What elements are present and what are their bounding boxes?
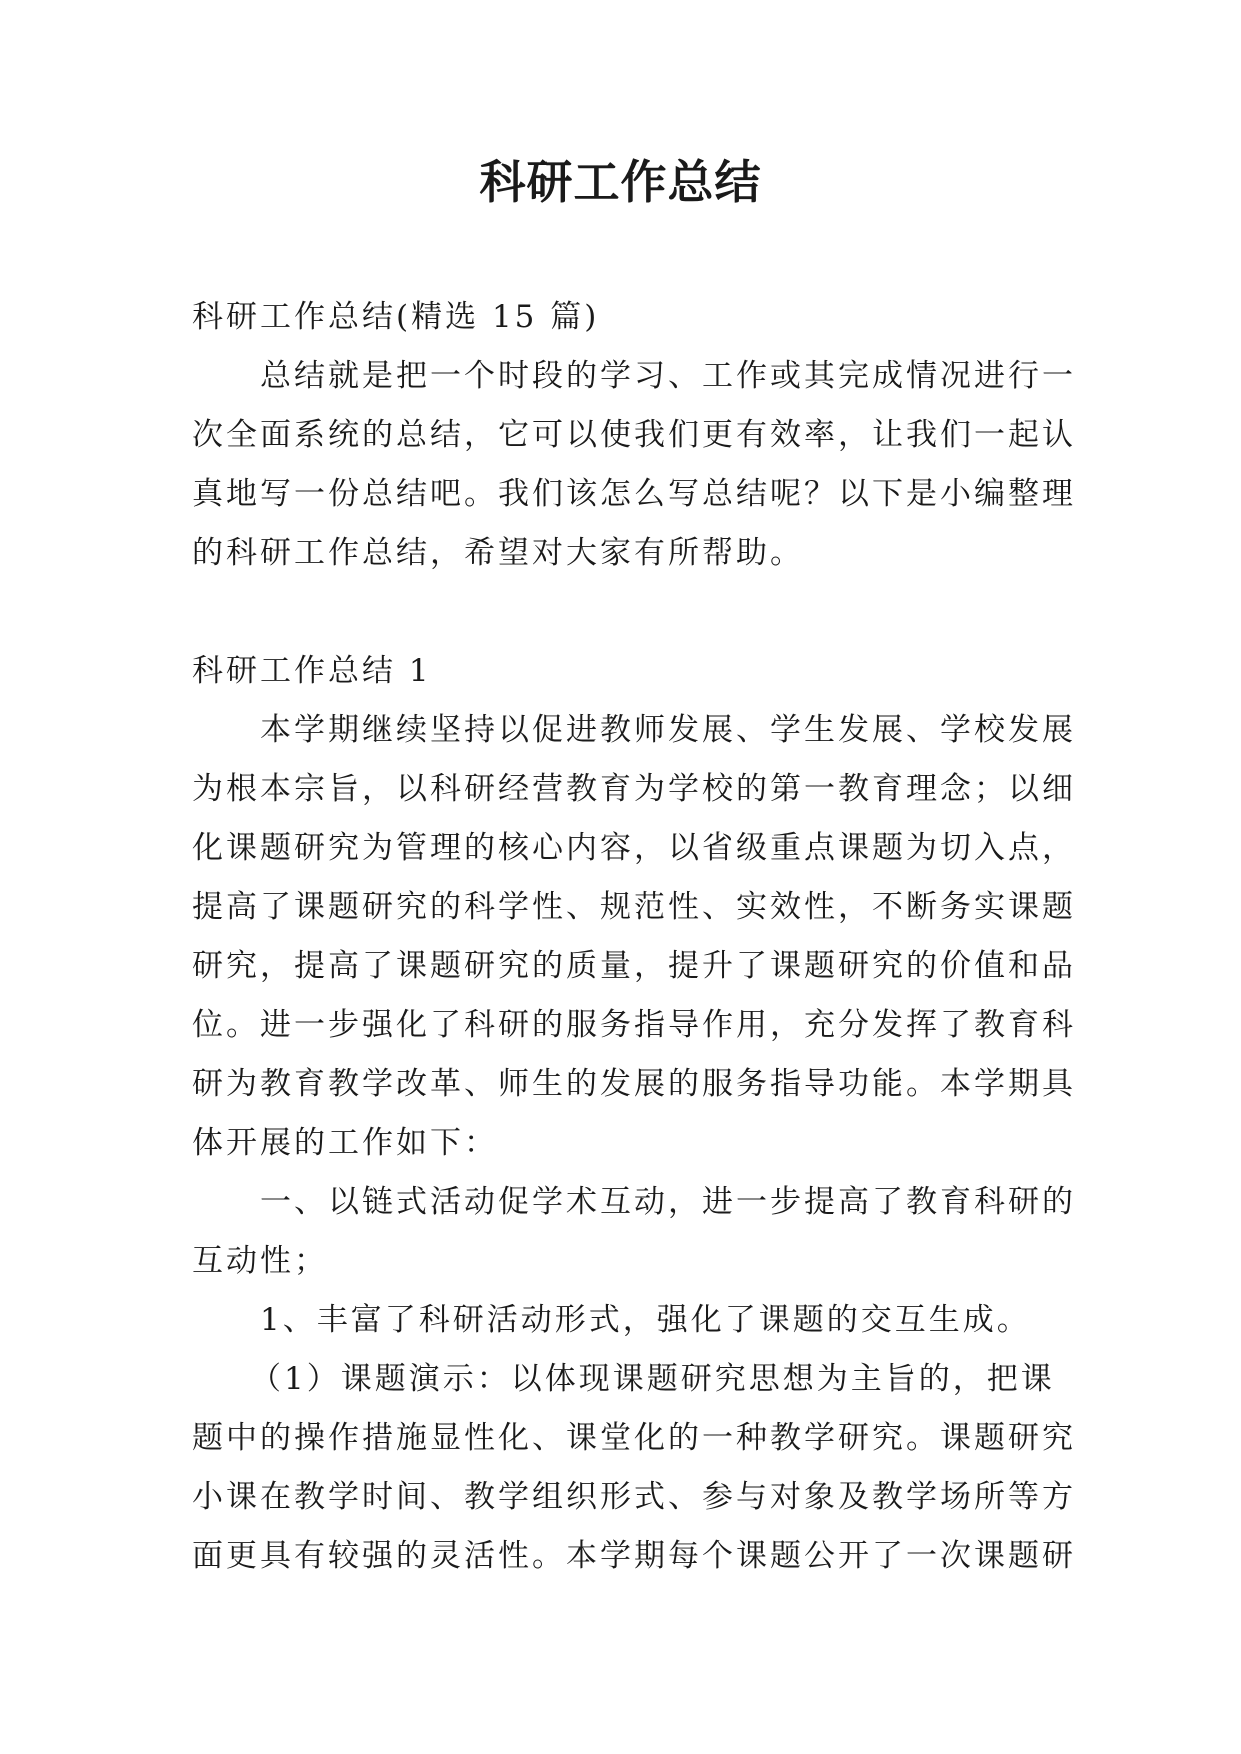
text-line: 提高了课题研究的科学性、规范性、实效性，不断务实课题 [192, 889, 1076, 925]
text-line: 本学期继续坚持以促进教师发展、学生发展、学校发展 [260, 712, 1076, 748]
text-line: 位。进一步强化了科研的服务指导作用，充分发挥了教育科 [192, 1007, 1076, 1043]
text-line: 总结就是把一个时段的学习、工作或其完成情况进行一 [260, 358, 1076, 394]
text-line: 化课题研究为管理的核心内容，以省级重点课题为切入点， [192, 830, 1076, 866]
text-line: （1）课题演示：以体现课题研究思想为主旨的，把课 [250, 1361, 1055, 1397]
text-line: 的科研工作总结，希望对大家有所帮助。 [192, 535, 804, 571]
text-line: 科研工作总结(精选 15 篇) [192, 299, 600, 335]
text-line: 1、丰富了科研活动形式，强化了课题的交互生成。 [260, 1302, 1031, 1338]
text-line: 研究，提高了课题研究的质量，提升了课题研究的价值和品 [192, 948, 1076, 984]
document-title: 科研工作总结 [479, 155, 762, 209]
text-line: 一、以链式活动促学术互动，进一步提高了教育科研的 [260, 1184, 1076, 1220]
text-line: 为根本宗旨，以科研经营教育为学校的第一教育理念；以细 [192, 771, 1076, 807]
paragraph-gap [192, 583, 1052, 642]
text-line: 科研工作总结 1 [192, 653, 432, 689]
text-line: 题中的操作措施显性化、课堂化的一种教学研究。课题研究 [192, 1420, 1076, 1456]
text-line: 互动性； [192, 1243, 328, 1279]
text-line: 小课在教学时间、教学组织形式、参与对象及教学场所等方 [192, 1479, 1076, 1515]
text-line: 面更具有较强的灵活性。本学期每个课题公开了一次课题研 [192, 1538, 1076, 1574]
document-body [192, 288, 1076, 1586]
text-line: 真地写一份总结吧。我们该怎么写总结呢？以下是小编整理 [192, 476, 1076, 512]
text-line: 次全面系统的总结，它可以使我们更有效率，让我们一起认 [192, 417, 1076, 453]
text-line: 研为教育教学改革、师生的发展的服务指导功能。本学期具 [192, 1066, 1076, 1102]
text-line: 体开展的工作如下： [192, 1125, 498, 1161]
